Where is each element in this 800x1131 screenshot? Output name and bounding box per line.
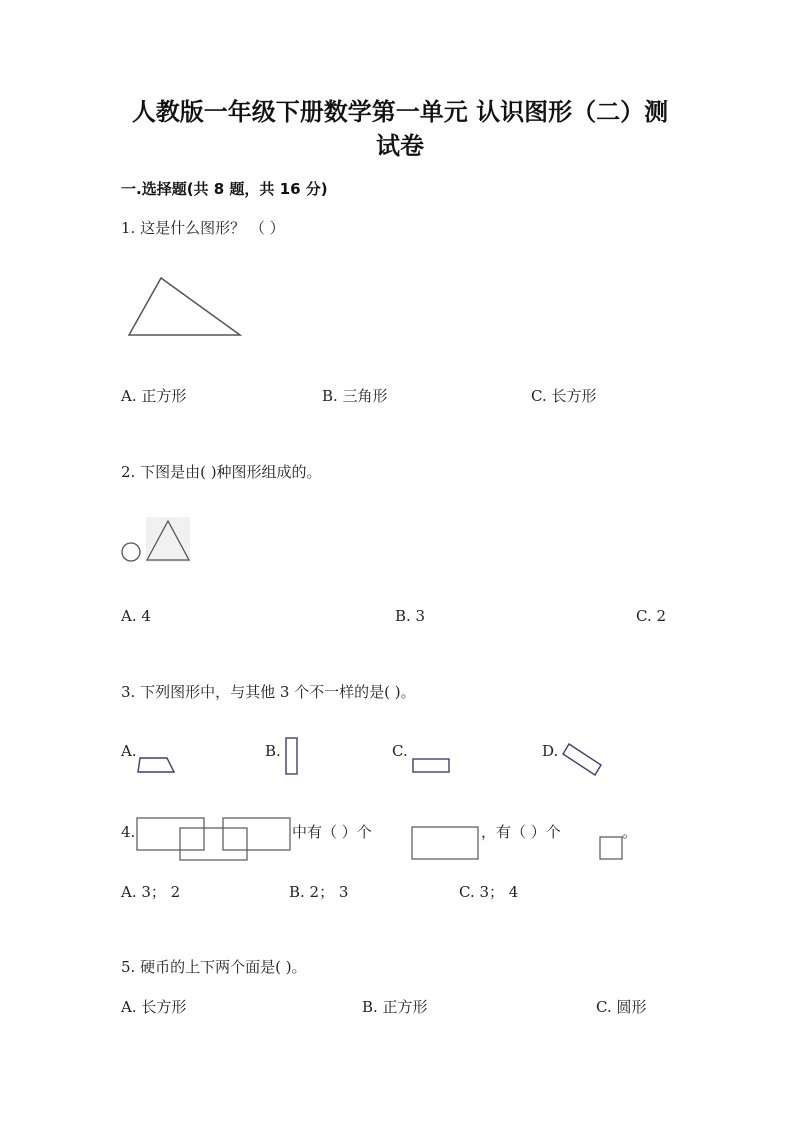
page-title xyxy=(100,95,700,163)
square-figure xyxy=(598,835,624,861)
question-1-text: 1. 这是什么图形？ （ ） xyxy=(121,219,285,237)
q3-option-c[interactable]: C. xyxy=(392,742,408,760)
triangle-figure xyxy=(128,277,243,337)
horizontal-rectangle-shape xyxy=(411,757,451,775)
q3-option-d[interactable]: D. xyxy=(542,742,559,760)
q4-number: 4. xyxy=(121,823,136,841)
question-3-text: 3. 下列图形中，与其他 3 个不一样的是( )。 xyxy=(121,683,416,701)
q1-option-b[interactable]: B. 三角形 xyxy=(322,387,388,405)
q2-option-b[interactable]: B. 3 xyxy=(395,607,426,625)
q1-option-a[interactable]: A. 正方形 xyxy=(121,387,187,405)
q5-option-b[interactable]: B. 正方形 xyxy=(362,998,428,1016)
q4-text-part-2: ，有（ ）个 xyxy=(481,823,561,841)
q5-option-a[interactable]: A. 长方形 xyxy=(121,998,187,1016)
rectangle-figure xyxy=(410,825,480,861)
question-2-text: 2. 下图是由( )种图形组成的。 xyxy=(121,463,322,481)
q4-option-b[interactable]: B. 2； 3 xyxy=(289,883,349,901)
section-header: 一.选择题(共 8 题，共 16 分) xyxy=(121,180,328,198)
q4-option-a[interactable]: A. 3； 2 xyxy=(121,883,181,901)
q2-option-c[interactable]: C. 2 xyxy=(636,607,667,625)
vertical-rectangle-shape xyxy=(284,736,300,776)
q4-text-part-1: 中有（ ）个 xyxy=(292,823,372,841)
q2-option-a[interactable]: A. 4 xyxy=(121,607,151,625)
q4-text-part-3: 。 xyxy=(622,823,638,841)
tilted-rectangle-shape xyxy=(560,742,604,778)
overlapping-rectangles-figure xyxy=(135,816,293,862)
q5-option-c[interactable]: C. 圆形 xyxy=(596,998,647,1016)
question-5-text: 5. 硬币的上下两个面是( )。 xyxy=(121,958,307,976)
q3-option-b[interactable]: B. xyxy=(265,742,281,760)
q1-option-c[interactable]: C. 长方形 xyxy=(531,387,597,405)
q3-option-a[interactable]: A. xyxy=(121,742,137,760)
circle-triangle-figure xyxy=(120,515,192,563)
trapezoid-shape xyxy=(137,756,177,776)
title-line-1: 人教版一年级下册数学第一单元 认识图形（二）测 xyxy=(131,98,669,126)
title-line-2: 试卷 xyxy=(376,132,424,160)
q4-option-c[interactable]: C. 3； 4 xyxy=(459,883,519,901)
